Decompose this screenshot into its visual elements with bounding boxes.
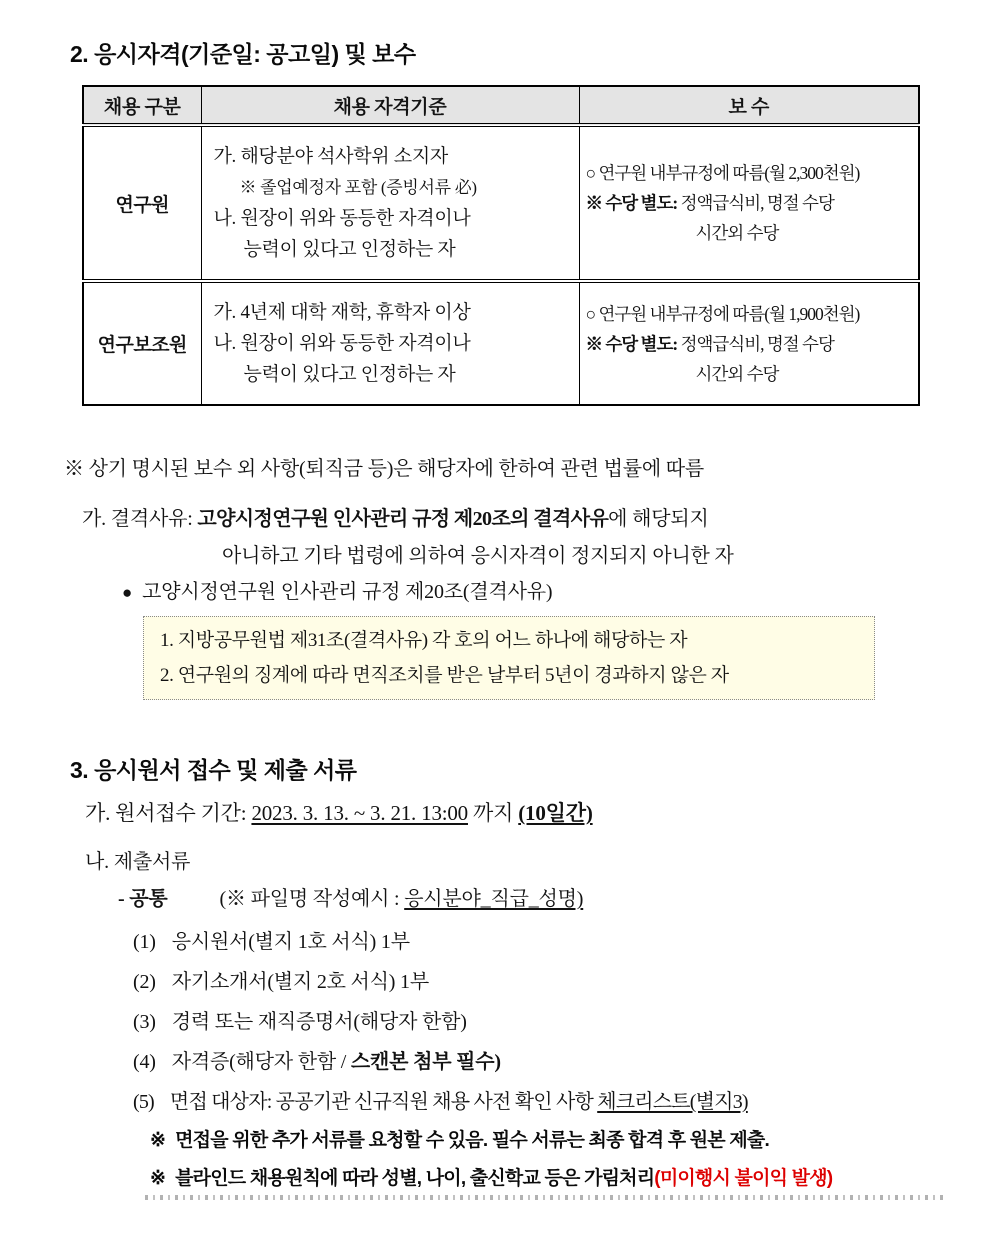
filename-example: 응시분야_직급_성명) [404,888,584,910]
item-number: (3) [133,1011,156,1033]
box-item: 2. 연구원의 징계에 따라 면직조치를 받은 날부터 5년이 경과하지 않은 자 [160,665,729,686]
item-number: (5) [133,1091,154,1113]
box-item: 1. 지방공무원법 제31조(결격사유) 각 호의 어느 하나에 해당하는 자 [160,630,688,651]
pay-extra-note: ※ 상기 명시된 보수 외 사항(퇴직금 등)은 해당자에 한하여 관련 법률에 따름 [64,458,704,480]
blind-recruitment-note [150,1163,832,1190]
criteria-subnote: ※ 졸업예정자 포함 (증빙서류 必) [239,178,477,197]
submission-docs-label: 나. 제출서류 [85,851,191,873]
bullet-icon: ● [122,583,133,602]
criteria-line: 가. 해당분야 석사학위 소지자 [213,146,448,167]
pay-cell [579,125,919,281]
item-text: 면접 대상자: 공공기관 신규직원 채용 사전 확인 사항 [169,1091,598,1113]
item-number: (2) [133,971,156,993]
pay-allowance-text: 정액급식비, 명절 수당 [677,193,834,213]
section2-title: 2. 응시자격(기준일: 공고일) 및 보수 [70,41,416,67]
section3-title: 3. 응시원서 접수 및 제출 서류 [70,757,357,783]
doc-item-5 [133,1085,748,1114]
note-text: 면접을 위한 추가 서류를 요청할 수 있음. 필수 서류는 최종 합격 후 원본 제출. [175,1130,769,1151]
pay-line: 시간외 수당 [695,223,779,243]
criteria-line: 능력이 있다고 인정하는 자 [243,364,456,385]
qualification-pay-table [82,85,920,406]
receipt-period-prefix: 가. 원서접수 기간: [85,801,252,825]
criteria-line: 가. 4년제 대학 재학, 휴학자 이상 [213,302,471,323]
reference-mark-icon: ※ [150,1168,166,1189]
item-text-underline: 체크리스트(별지3) [597,1091,748,1113]
receipt-period-dates: 2023. 3. 13. ~ 3. 21. 13:00 [251,801,468,825]
category-cell: 연구보조원 [83,281,201,405]
disqualification-line2: 아니하고 기타 법령에 의하여 응시자격이 정지되지 아니한 자 [222,545,734,567]
col-header-pay: 보 수 [579,86,919,125]
note-text: 블라인드 채용원칙에 따라 성별, 나이, 출신학교 등은 가림처리 [175,1168,655,1189]
pay-allowance-text: 정액급식비, 명절 수당 [677,333,834,354]
item-text-bold: 스캔본 첨부 필수 [350,1051,495,1073]
criteria-line: 능력이 있다고 인정하는 자 [243,239,456,260]
interview-docs-note [150,1125,769,1152]
pay-line: 시간외 수당 [695,363,779,384]
col-header-criteria: 채용 자격기준 [201,86,579,125]
pay-allowance-label: ※ 수당 별도: [585,193,678,213]
pay-cell [579,281,919,405]
criteria-line: 나. 원장이 위와 동등한 자격이나 [213,333,471,354]
item-number: (1) [133,931,156,953]
item-text: 자격증(해당자 한함 / [171,1051,351,1073]
clipped-next-line-fragment [145,1195,945,1200]
criteria-cell [201,125,579,281]
receipt-period-middle: 까지 [467,801,519,825]
table-header-row [83,86,919,125]
doc-item-1 [133,925,410,954]
item-text: 응시원서(별지 1호 서식) 1부 [171,931,410,953]
disqualification-regulation-bold: 고양시정연구원 인사관리 규정 제20조의 결격사유 [197,508,609,530]
category-cell: 연구원 [83,125,201,281]
common-docs-line [118,882,583,911]
pay-line [586,329,917,359]
criteria-line: 나. 원장이 위와 동등한 자격이나 [213,208,471,229]
disqualification-line1 [82,502,709,531]
pay-line: ○ 연구원 내부규정에 따름(월 2,300천원) [585,163,860,183]
disqualification-suffix: 에 해당되지 [608,508,709,530]
pay-line [586,188,917,218]
filename-example-prefix: (※ 파일명 작성예시 : [219,888,405,910]
disqualification-bullet-line [122,575,552,604]
table-row-research-assistant [83,281,919,405]
disqualification-prefix: 가. 결격사유: [82,508,198,530]
disqualification-reason-box [143,616,875,700]
doc-item-3 [133,1005,467,1034]
col-header-category: 채용 구분 [83,86,201,125]
item-number: (4) [133,1051,156,1073]
item-text: 자기소개서(별지 2호 서식) 1부 [171,971,429,993]
common-label: - 공통 [118,888,168,910]
item-text: 경력 또는 재직증명서(해당자 한함) [171,1011,467,1033]
doc-item-2 [133,965,429,994]
doc-item-4 [133,1045,501,1074]
table-row-researcher [83,125,919,281]
pay-line: ○ 연구원 내부규정에 따름(월 1,900천원) [585,303,860,324]
receipt-period-duration: (10일간) [518,801,593,825]
reference-mark-icon: ※ [150,1130,166,1151]
item-text-suffix: ) [494,1051,501,1073]
receipt-period-line [85,797,593,827]
note-warning-red: (미이행시 불이익 발생) [654,1168,833,1189]
criteria-cell [201,281,579,405]
disqualification-bullet-text: 고양시정연구원 인사관리 규정 제20조(결격사유) [142,581,553,603]
pay-allowance-label: ※ 수당 별도: [585,333,678,354]
